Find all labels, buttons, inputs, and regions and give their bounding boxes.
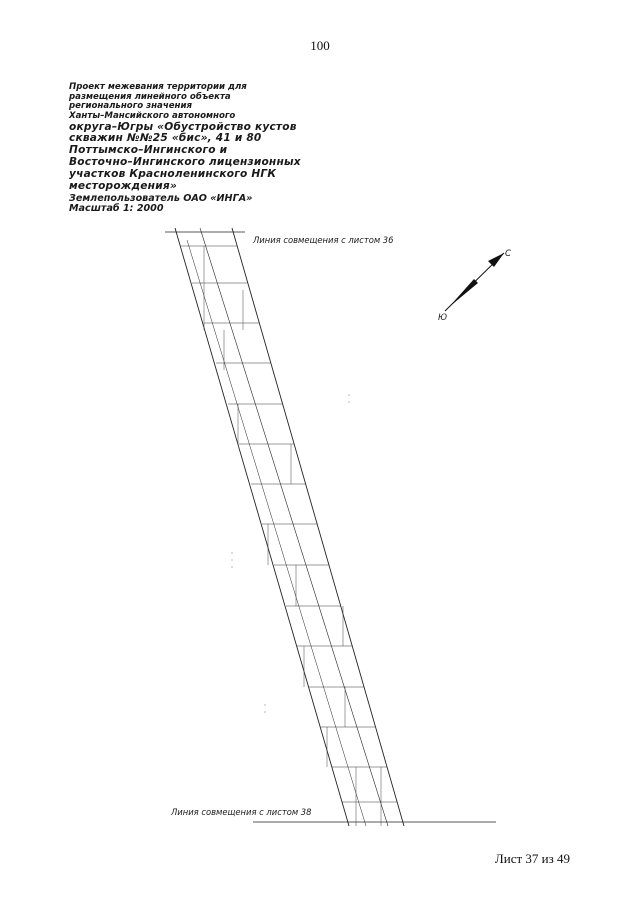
title-line: Проект межевания территории для <box>69 82 247 92</box>
north-arrow-tail <box>449 279 478 307</box>
south-label: Ю <box>438 312 448 322</box>
title-line: округа–Югры «Обустройство кустов <box>69 120 297 133</box>
match-line-bottom-label: Линия совмещения с листом 38 <box>171 807 312 817</box>
corridor <box>175 228 404 826</box>
title-line: Ханты–Мансийского автономного <box>69 110 236 121</box>
land-user: Землепользователь ОАО «ИНГА» <box>69 192 253 204</box>
title-line: размещения линейного объекта <box>69 91 231 102</box>
title-line: регионального значения <box>69 101 193 112</box>
page-number: 100 <box>310 38 330 53</box>
construction-dot <box>348 401 349 402</box>
construction-dot <box>348 394 349 395</box>
north-arrow-icon <box>438 248 511 322</box>
title-line: участков Красноленинского НГК <box>69 167 277 180</box>
construction-dot <box>231 552 232 553</box>
construction-dot <box>264 711 265 712</box>
north-arrow-head <box>488 253 504 267</box>
north-label: С <box>505 248 511 258</box>
construction-dot <box>264 704 265 705</box>
match-line-top-label: Линия совмещения с листом 36 <box>253 235 394 245</box>
construction-dot <box>231 566 232 567</box>
sheet-counter: Лист 37 из 49 <box>494 851 570 866</box>
title-line: скважин №№25 «бис», 41 и 80 <box>69 132 262 145</box>
grid-rungs <box>181 246 397 802</box>
corridor-inner-line <box>187 240 366 826</box>
corridor-inner-line <box>200 228 388 826</box>
grid-ticks <box>204 246 381 826</box>
title-line: месторождения» <box>69 179 177 192</box>
title-line: Поттымско–Ингинского и <box>69 144 228 157</box>
scale-label: Масштаб 1: 2000 <box>69 203 164 215</box>
construction-dots <box>231 394 349 712</box>
construction-dot <box>231 559 232 560</box>
corridor-left-boundary <box>175 228 349 826</box>
corridor-right-boundary <box>232 228 404 826</box>
title-line: Восточно–Ингинского лицензионных <box>69 156 301 169</box>
